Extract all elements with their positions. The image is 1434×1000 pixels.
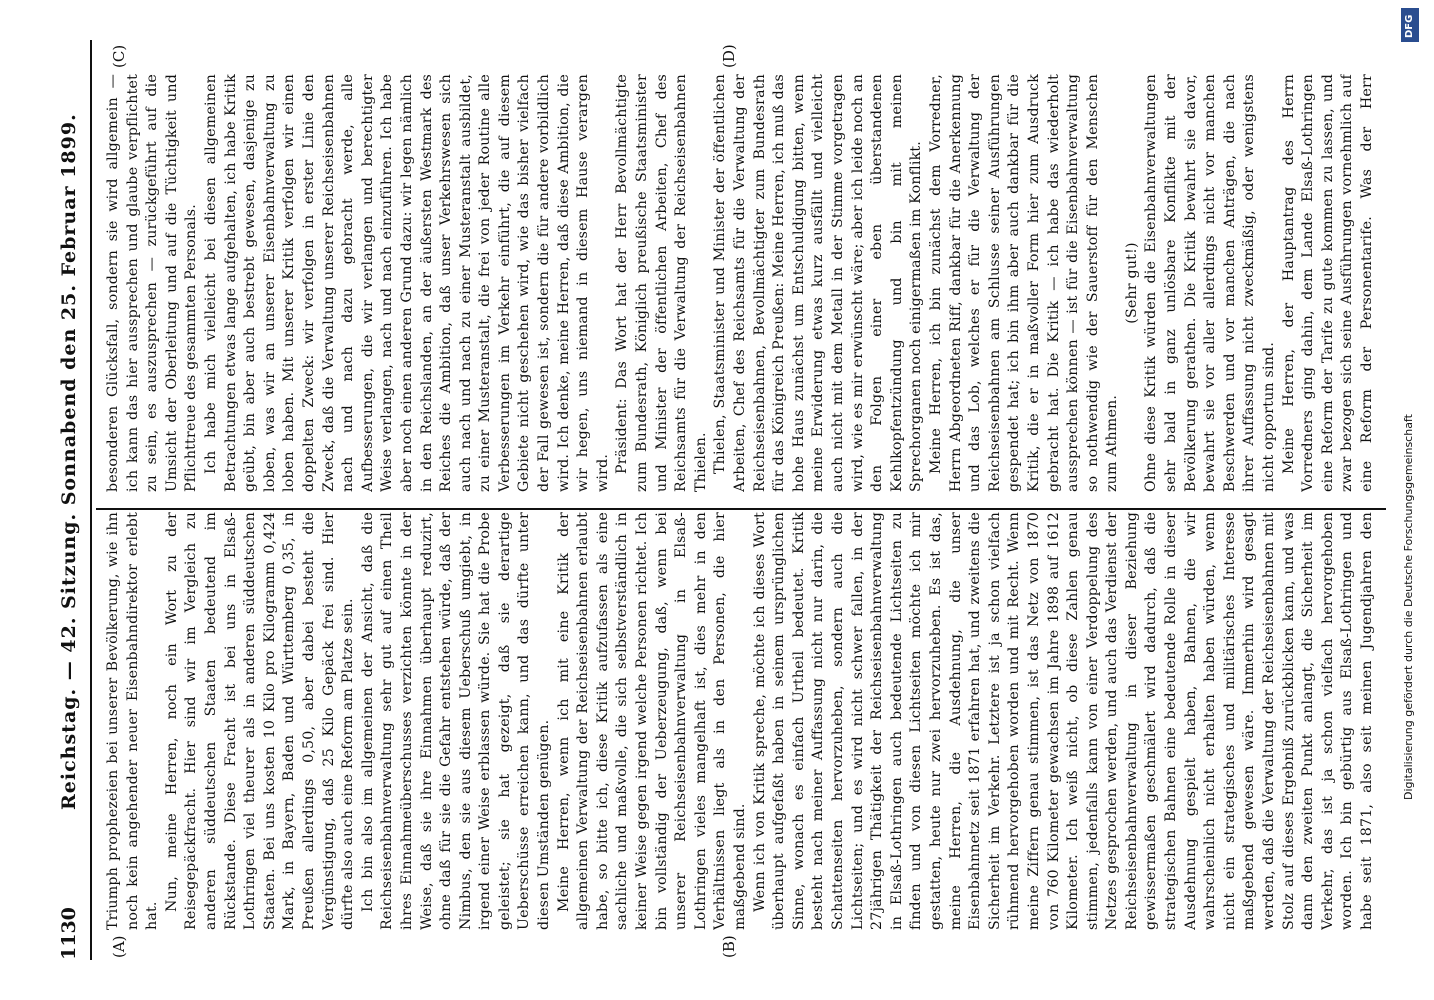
paragraph: Wenn ich von Kritik spreche, möchte ich dieses Wort überhaupt aufgefaßt haben in seinem ursprünglichen Sinne, wonach es einfach Urtheil bedeutet. Kritik besteht nach meiner Auffassung nicht nur darin, die Schattenseiten hervorzuheben, sondern auch die Lichtseiten; und es wird nicht schwer fallen, in der 27jährigen Thätigkeit der Reichseisenbahnverwaltung in Elsaß-Lothringen auch bedeutende Lichtseiten zu finden und von diesen Lichtseiten möchte ich mir gestatten, heute nur zwei hervorzuheben. Es ist das, meine Herren, die Ausdehnung, die unser Eisenbahnnetz seit 1871 erfahren hat, und zweitens die Sicherheit im Verkehr. Letztere ist ja schon vielfach rühmend hervorgehoben worden und mit Recht. Wenn meine Ziffern genau stimmen, ist das Netz von 1870 von 760 Kilometer gewachsen im Jahre 1898 auf 1612 Kilometer. Ich weiß nicht, ob diese Zahlen genau stimmen, jedenfalls kann von einer Verdoppelung des Netzes gesprochen werden, und auch das Verdienst der Reichseisenbahnverwaltung in dieser Beziehung gewissermaßen geschmälert wird dadurch, daß die strategischen Bahnen eine bedeutende Rolle in dieser Ausdehnung gespielt haben, Bahnen, die wir wahrscheinlich nicht erhalten haben würden, wenn nicht ein strategisches und militärisches Interesse maßgebend gewesen wäre. Immerhin wird gesagt werden, daß die Verwaltung der Reichseisenbahnen mit Stolz auf dieses Ergebniß zurückblicken kann, und was dann den zweiten Punkt anlangt, die Sicherheit im Verkehr, das ist ja schon vielfach hervorgehoben worden. Ich bin gebürtig aus Elsaß-Lothringen und habe seit 1871, also seit meinen Jugendjahren den: [751, 512, 1375, 930]
right-text-column: [104, 74, 1379, 492]
marker-d: (D): [720, 44, 738, 68]
running-title: Reichstag. — 42. Sitzung. Sonnabend den 25. Februar 1899.: [58, 113, 80, 810]
header-rule: [90, 40, 92, 960]
digitization-note: [1402, 220, 1420, 800]
paragraph-thielen: Thielen, Staatsminister und Minister der öffentlichen Arbeiten, Chef des Reichsamts für die Verwaltung der Reichseisenbahnen, Bevollmächtigter zum Bundesrath für das Königreich Preußen: Meine Herren, ich muß das hohe Haus zunächst um Entschuldigung bitten, wenn meine Erwiderung etwas kurz ausfällt und vielleicht auch nicht mit dem Metall in der Stimme vorgetragen wird, wie es mir erwünscht wäre; aber ich leide noch an den Folgen einer eben überstandenen Kehlkopfentzündung und bin mit meinen Sprechorganen noch einigermaßen im Konflikt.: [712, 74, 925, 492]
paragraph: Meine Herren, ich bin zunächst dem Vorredner, Herrn Abgeordneten Riff, dankbar für die Anerkennung und das Lob, welches er für die Verwaltung der Reichseisenbahnen am Schlusse seiner Ausführungen gespendet hat; ich bin ihm aber auch dankbar für die Kritik, die er in maßvoller Form hier zum Ausdruck gebracht hat. Die Kritik — ich habe das wiederholt aussprechen können — ist für die Eisenbahnverwaltung so nothwendig wie der Sauerstoff für den Menschen zum Athmen.: [927, 74, 1121, 492]
paragraph: Meine Herren, der Hauptantrag des Herrn Vorredners ging dahin, dem Lande Elsaß-Lothringen eine Reform der Tarife zu gute kommen zu lassen, und zwar bezogen sich seine Ausführungen vornehmlich auf eine Reform der Personentarife. Was der Herr: [1280, 74, 1375, 492]
paragraph: Meine Herren, wenn ich mit eine Kritik der allgemeinen Verwaltung der Reichseisenbahnen erlaubt habe, so bitte ich, diese Kritik aufzufassen als eine sachliche und maßvolle, die sich selbstverständlich in keiner Weise gegen irgend welche Personen richtet. Ich bin vollständig der Ueberzeugung, daß, wenn bei unserer Reichseisenbahnverwaltung in Elsaß-Lothringen vieles mangelhaft ist, dies mehr in den Verhältnissen liegt als in den Personen, die hier maßgebend sind.: [555, 512, 748, 930]
page-header: [58, 40, 88, 960]
paragraph: Nun, meine Herren, noch ein Wort zu der Reisegepäckfracht. Hier sind wir im Vergleich zu anderen süddeutschen Staaten bedeutend im Rückstande. Diese Fracht ist bei uns in Elsaß-Lothringen viel theurer als in anderen süddeutschen Staaten. Bei uns kosten 10 Kilo pro Kilogramm 0,424 Mark, in Bayern, Baden und Württemberg 0,35, in Preußen allerdings 0,50, aber dabei besteht die Vergünstigung, daß 25 Kilo Gepäck frei sind. Hier dürfte also auch eine Reform am Platze sein.: [163, 512, 357, 930]
paragraph: Ohne diese Kritik würden die Eisenbahnverwaltungen sehr bald in ganz unlösbare Konflikte mit der Bevölkerung gerathen. Die Kritik bewahrt sie davor, bewahrt sie vor aller allerdings nicht vor manchen Beschwerden und vor manchen Anträgen, die nach ihrer Auffassung nicht zweckmäßig, oder wenigstens nicht opportun sind.: [1143, 74, 1278, 492]
marker-b: (B): [720, 935, 738, 958]
interjection: (Sehr gut!): [1123, 242, 1140, 324]
paragraph: Triumph prophezeien bei unserer Bevölkerung, wie ihn noch kein angehender neuer Eisenbahndirektor erlebt hat.: [105, 512, 161, 930]
paragraph-president: Präsident: Das Wort hat der Herr Bevollmächtigte zum Bundesrath, Königlich preußische Staatsminister und Minister der öffentlichen Arbeiten, Chef des Reichsamts für die Verwaltung der Reichseisenbahnen Thielen.: [614, 74, 709, 492]
paragraph: Ich habe mich vielleicht bei diesen allgemeinen Betrachtungen etwas lange aufgehalten, ich habe Kritik geübt, bin aber auch bestrebt gewesen, dasjenige zu loben, was wir an unserer Eisenbahnverwaltung zu loben haben. Mit unserer Kritik verfolgen wir einen doppelten Zweck: wir verfolgen in erster Linie den Zweck, daß die Verwaltung unserer Reichseisenbahnen nach und nach dazu gebracht werde, alle Aufbesserungen, die wir verlangen und berechtigter Weise verlangen, nach und nach einzuführen. Ich habe aber noch einen anderen Grund dazu: wir legen nämlich in den Reichslanden, an der äußersten Westmark des Reiches die Ambition, daß unser Verkehrswesen sich auch nach und nach zu einer Musteranstalt ausbildet, zu einer Musteranstalt, die frei von jeder Routine alle Verbesserungen im Verkehr einführt, die auf diesem Gebiete nicht geschehen wird, wie das bisher vielfach der Fall gewesen ist, sondern die für andere vorbildlich wird. Ich denke, meine Herren, daß diese Ambition, die wir hegen, uns niemand in diesem Hause verargen wird.: [202, 74, 611, 492]
digitization-note-text: Digitalisierung gefördert durch die Deutsche Forschungsgemeinschaft: [1402, 414, 1415, 800]
marker-a: (A): [110, 935, 128, 958]
column-divider: [96, 508, 1386, 510]
marker-c: (C): [110, 44, 128, 68]
page-number: 1130: [58, 907, 80, 960]
dfg-logo: [1401, 8, 1419, 42]
left-text-column: [104, 512, 1379, 930]
paragraph: besonderen Glücksfall, sondern sie wird allgemein — ich kann das hier aussprechen und glaube verpflichtet zu sein, es auszusprechen — zurückgeführt auf die Umsicht der Oberleitung und auf die Tüchtigkeit und Pflichttreue des gesammten Personals.: [105, 74, 200, 492]
dfg-logo-text: DFG: [1404, 14, 1415, 38]
paragraph: Ich bin also im allgemeinen der Ansicht, daß die Reichseisenbahnverwaltung sehr gut auf einen Theil ihres Einnahmeüberschusses verzichten könnte in der Weise, daß sie ihre Einnahmen überhaupt reduzirt, ohne daß für sie die Gefahr entstehen würde, daß der Nimbus, den sie aus diesem Ueberschuß umgiebt, in irgend einer Weise erblassen würde. Sie hat die Probe geleistet; sie hat gezeigt, daß sie derartige Ueberschüsse erreichen kann, und das dürfte unter diesen Umständen genügen.: [359, 512, 553, 930]
